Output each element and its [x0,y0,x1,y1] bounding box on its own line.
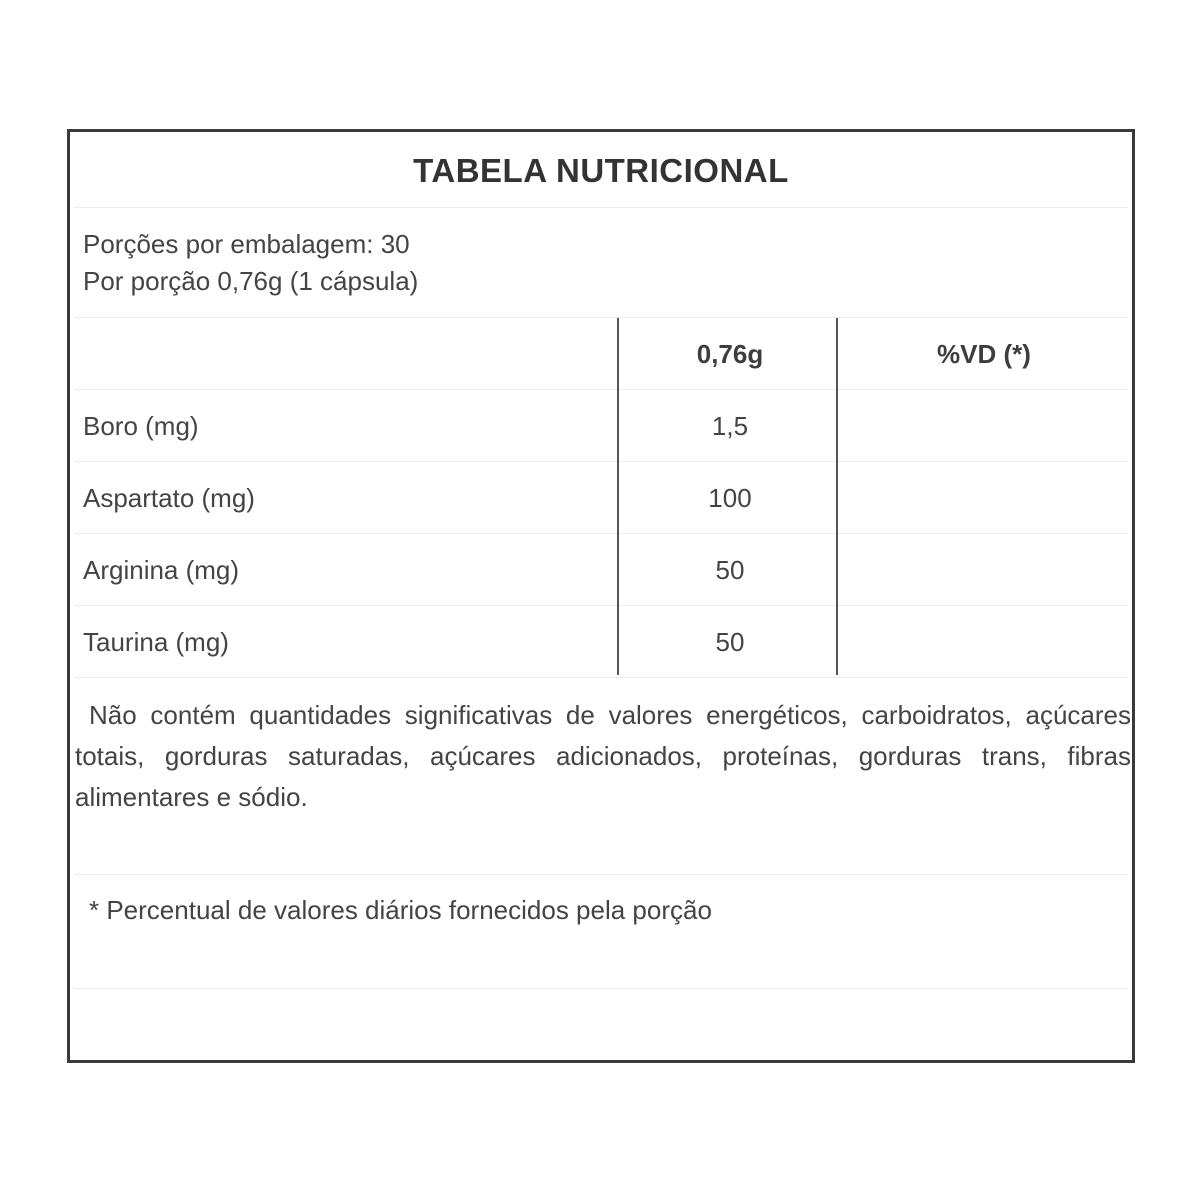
nutrient-name: Boro (mg) [83,411,199,441]
table-row [74,390,1128,462]
nutrient-amount: 1,5 [711,411,749,441]
nutrition-table [67,129,1135,1063]
table-title-row [74,132,1128,208]
note-text: Não contém quantidades significativas de valores energéticos, carboidratos, açúcares totais, gorduras saturadas, açúcares adicionados, proteínas, gorduras trans, fibras alimentares e sódio. [75,700,1131,812]
table-row [74,606,1128,678]
serving-info [74,208,1128,318]
nutrient-amount: 50 [715,627,745,657]
column-header-amount: 0,76g [696,339,764,369]
table-row [74,462,1128,534]
serving-size: Por porção 0,76g (1 cápsula) [83,266,419,296]
note-section [74,675,1131,875]
nutrient-amount: 100 [708,483,752,513]
nutrient-name: Aspartato (mg) [83,483,255,513]
table-title: TABELA NUTRICIONAL [413,152,789,189]
servings-per-package: Porções por embalagem: 30 [83,229,410,259]
footnote-section [74,875,1128,989]
nutrient-daily-value [839,390,1129,462]
column-divider [617,318,619,675]
nutrient-name: Arginina (mg) [83,555,240,585]
empty-row [74,989,1128,1060]
column-header-daily-value: %VD (*) [937,339,1031,369]
nutrient-daily-value [839,462,1129,534]
footnote-text: * Percentual de valores diários fornecidos pela porção [89,895,712,925]
nutrient-name: Taurina (mg) [83,627,229,657]
nutrient-daily-value [839,606,1129,678]
nutrient-amount: 50 [715,555,745,585]
nutrient-daily-value [839,534,1129,606]
column-divider [836,318,838,675]
table-row [74,534,1128,606]
table-header-row [74,318,1128,390]
